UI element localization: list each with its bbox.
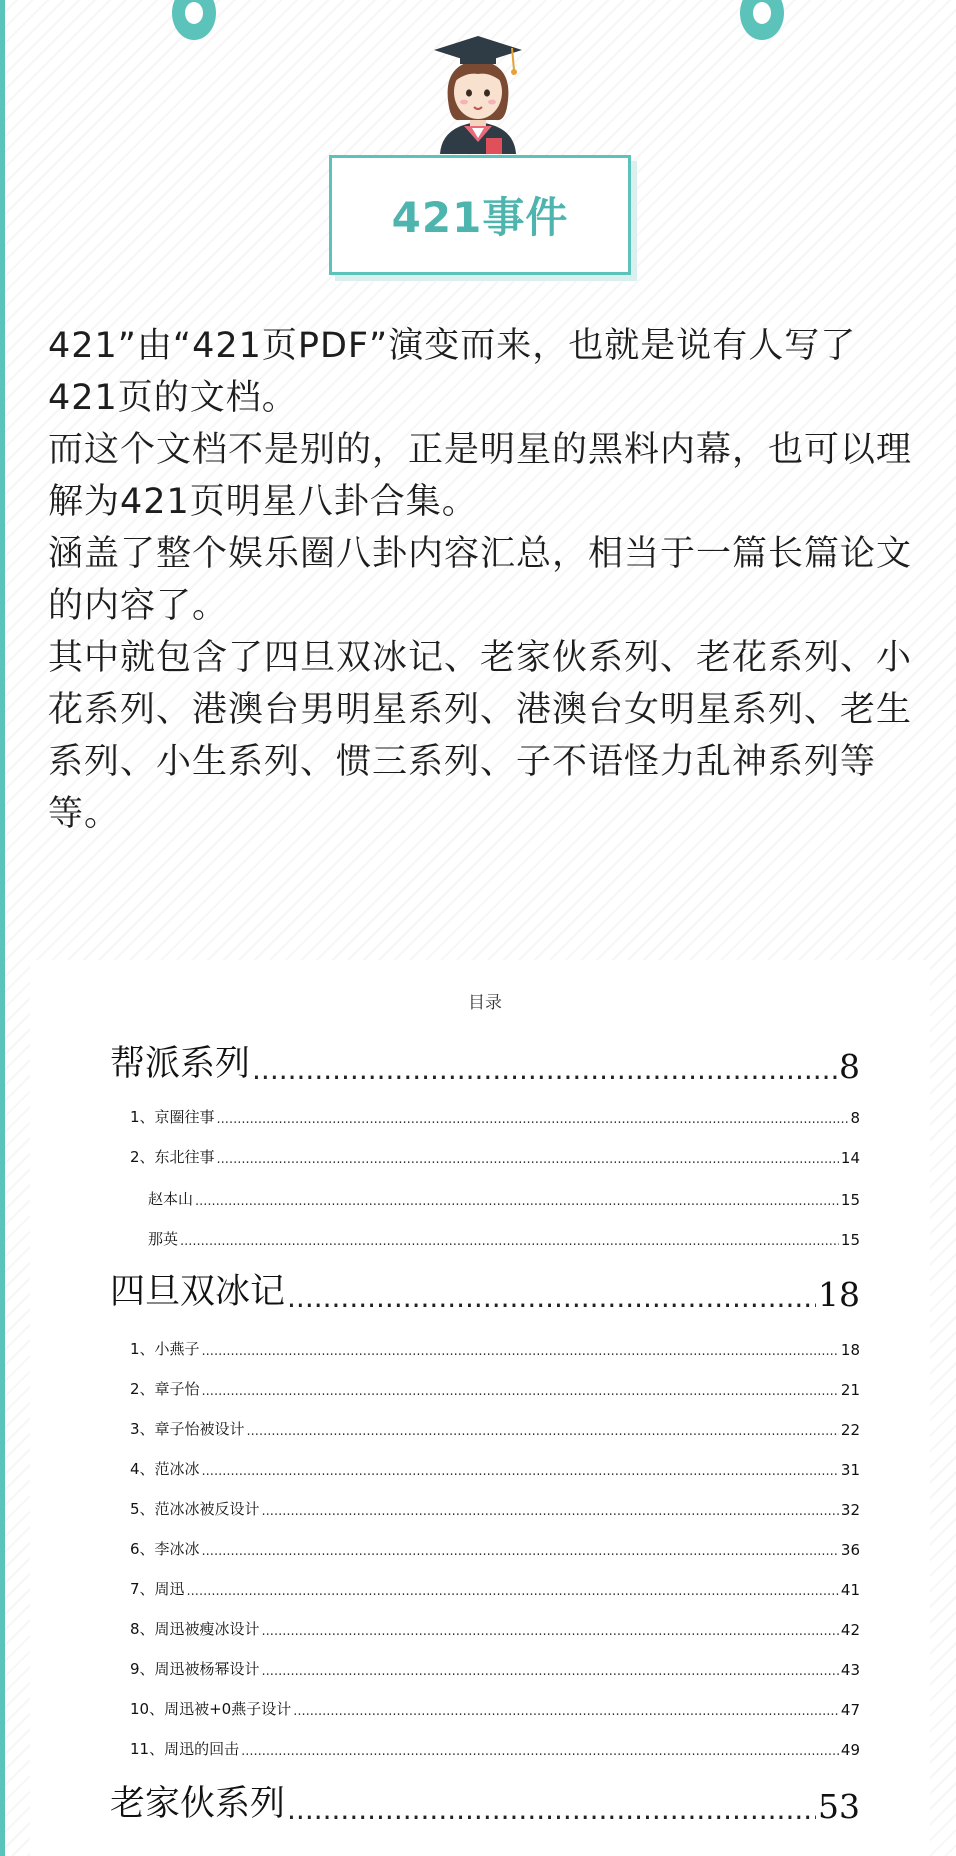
toc-page-number: 41 <box>840 1581 860 1599</box>
toc-page-number: 49 <box>840 1741 860 1759</box>
body-paragraph: 421”由“421页PDF”演变而来，也就是说有人写了421页的文档。 <box>48 326 857 418</box>
toc-subitem-label: 赵本山 <box>148 1190 194 1208</box>
toc-row <box>30 1228 930 1268</box>
toc-item-label: 3、章子怡被设计 <box>130 1420 245 1438</box>
toc-row <box>30 1146 930 1186</box>
toc-item-label: 10、周迅被+0燕子设计 <box>130 1700 292 1718</box>
toc-leader-dots <box>202 1384 839 1399</box>
toc-row <box>30 1458 930 1498</box>
toc-heading: 目录 <box>468 993 502 1013</box>
toc-row <box>30 1538 930 1578</box>
page-title: 421事件 <box>391 193 569 242</box>
toc-page-number: 22 <box>840 1421 860 1439</box>
toc-item-label: 2、东北往事 <box>130 1148 215 1166</box>
toc-item-label: 11、周迅的回击 <box>130 1740 240 1758</box>
toc-item-label: 1、京圈往事 <box>130 1108 215 1126</box>
toc-leader-dots <box>287 1793 816 1826</box>
body-paragraph: 而这个文档不是别的，正是明星的黑料内幕，也可以理解为421页明星八卦合集。 <box>48 430 913 522</box>
toc-row <box>30 1698 930 1738</box>
toc-item-label: 4、范冰冰 <box>130 1460 200 1478</box>
toc-leader-dots <box>217 1112 849 1127</box>
toc-leader-dots <box>293 1704 839 1719</box>
toc-leader-dots <box>262 1504 839 1519</box>
toc-page-number: 53 <box>818 1787 860 1826</box>
toc-page-number: 15 <box>840 1231 860 1249</box>
toc-leader-dots <box>241 1744 839 1759</box>
toc-row <box>30 1578 930 1618</box>
toc-page-number: 14 <box>840 1149 860 1167</box>
toc-page-number: 8 <box>850 1109 860 1127</box>
toc-row <box>30 1036 930 1086</box>
toc-document-image <box>30 960 930 1856</box>
toc-section-label: 四旦双冰记 <box>110 1272 286 1312</box>
toc-page-number: 31 <box>840 1461 860 1479</box>
toc-row <box>30 1338 930 1378</box>
left-accent-border <box>0 0 5 1856</box>
graduate-avatar-icon <box>430 30 526 154</box>
toc-item-label: 5、范冰冰被反设计 <box>130 1500 260 1518</box>
body-paragraph: 其中就包含了四旦双冰记、老家伙系列、老花系列、小花系列、港澳台男明星系列、港澳台女明星系列、老生系列、小生系列、惯三系列、子不语怪力乱神系列等等。 <box>48 638 913 834</box>
toc-leader-dots <box>262 1624 839 1639</box>
toc-section-label: 帮派系列 <box>110 1044 251 1084</box>
toc-page-number: 43 <box>840 1661 860 1679</box>
toc-row <box>30 1498 930 1538</box>
toc-item-label: 8、周迅被瘦冰设计 <box>130 1620 260 1638</box>
toc-row <box>30 1658 930 1698</box>
toc-item-label: 2、章子怡 <box>130 1380 200 1398</box>
toc-row <box>30 1378 930 1418</box>
toc-page-number: 47 <box>840 1701 860 1719</box>
toc-page-number: 42 <box>840 1621 860 1639</box>
toc-leader-dots <box>287 1281 816 1314</box>
toc-leader-dots <box>247 1424 839 1439</box>
toc-item-label: 6、李冰冰 <box>130 1540 200 1558</box>
toc-page-number: 15 <box>840 1191 860 1209</box>
toc-leader-dots <box>180 1234 839 1249</box>
toc-item-label: 1、小燕子 <box>130 1340 200 1358</box>
toc-row <box>30 1264 930 1314</box>
toc-leader-dots <box>217 1152 839 1167</box>
toc-page-number: 18 <box>818 1275 860 1314</box>
toc-row <box>30 1418 930 1458</box>
toc-leader-dots <box>262 1664 839 1679</box>
toc-item-label: 7、周迅 <box>130 1580 185 1598</box>
toc-row <box>30 1738 930 1778</box>
toc-row <box>30 1776 930 1826</box>
binder-ring-icon <box>740 0 784 40</box>
toc-page-number: 32 <box>840 1501 860 1519</box>
toc-row <box>30 1188 930 1228</box>
title-box <box>329 155 631 275</box>
toc-leader-dots <box>252 1053 837 1086</box>
toc-leader-dots <box>202 1544 839 1559</box>
article-body <box>48 320 918 840</box>
toc-page-number: 8 <box>839 1047 860 1086</box>
toc-page-number: 36 <box>840 1541 860 1559</box>
toc-row <box>30 1106 930 1146</box>
toc-section-label: 老家伙系列 <box>110 1784 286 1824</box>
toc-page-number: 18 <box>840 1341 860 1359</box>
toc-leader-dots <box>187 1584 839 1599</box>
toc-leader-dots <box>202 1464 839 1479</box>
binder-ring-icon <box>172 0 216 40</box>
toc-leader-dots <box>195 1194 839 1209</box>
body-paragraph: 涵盖了整个娱乐圈八卦内容汇总，相当于一篇长篇论文的内容了。 <box>48 534 913 626</box>
toc-subitem-label: 那英 <box>148 1230 179 1248</box>
toc-row <box>30 1618 930 1658</box>
toc-leader-dots <box>202 1344 839 1359</box>
toc-page-number: 21 <box>840 1381 860 1399</box>
toc-item-label: 9、周迅被杨幂设计 <box>130 1660 260 1678</box>
